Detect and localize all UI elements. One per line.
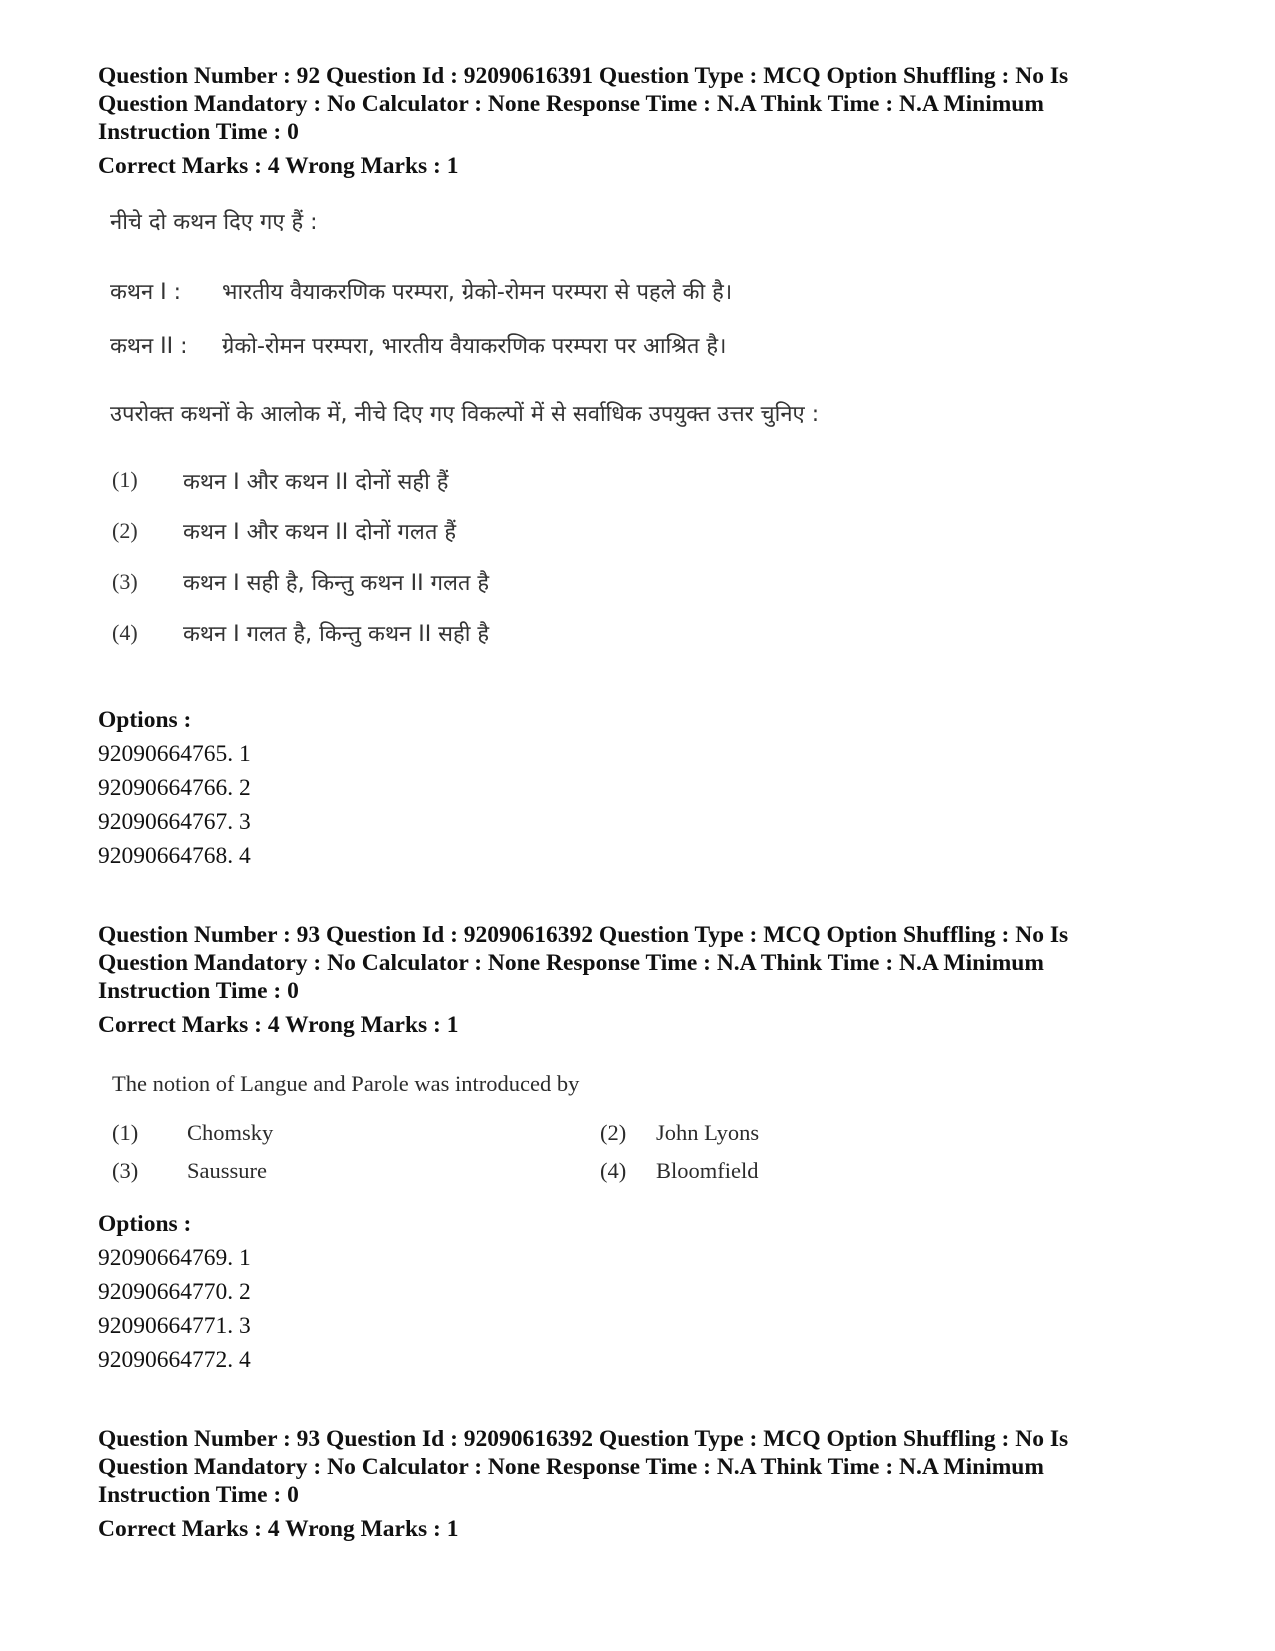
question-header-92 <box>98 62 1188 180</box>
options-block-92 <box>98 703 498 873</box>
choice-number: (2) <box>600 1120 627 1145</box>
choice-text: कथन I और कथन II दोनों सही हैं <box>183 470 449 495</box>
options-block-93 <box>98 1207 498 1377</box>
option-row: 92090664768. 4 <box>98 843 251 869</box>
question-intro: नीचे दो कथन दिए गए हैं : <box>110 210 318 235</box>
marks-line: Correct Marks : 4 Wrong Marks : 1 <box>98 153 459 179</box>
option-row: 92090664770. 2 <box>98 1279 251 1305</box>
header-line: Instruction Time : 0 <box>98 119 299 145</box>
header-line: Question Mandatory : No Calculator : None Response Time : N.A Think Time : N.A Minimum <box>98 91 1044 117</box>
option-row: 92090664772. 4 <box>98 1347 251 1373</box>
choice-text: कथन I सही है, किन्तु कथन II गलत है <box>183 571 490 596</box>
option-row: 92090664766. 2 <box>98 775 251 801</box>
header-line: Question Mandatory : No Calculator : None Response Time : N.A Think Time : N.A Minimum <box>98 1454 1044 1480</box>
question-header-93-repeat <box>98 1425 1188 1543</box>
choice-number: (4) <box>112 620 138 645</box>
choice-number: (3) <box>112 569 138 594</box>
choice-number: (1) <box>112 1120 139 1145</box>
choice-text: John Lyons <box>656 1120 760 1145</box>
options-title: Options : <box>98 707 192 733</box>
choice-number: (3) <box>112 1158 139 1183</box>
header-line: Instruction Time : 0 <box>98 1482 299 1508</box>
choice-number: (4) <box>600 1158 627 1183</box>
header-line: Question Number : 93 Question Id : 92090616392 Question Type : MCQ Option Shuffling : No Is <box>98 922 1069 948</box>
choice-number: (2) <box>112 518 138 543</box>
question-stem: The notion of Langue and Parole was introduced by <box>112 1071 580 1096</box>
header-line: Question Mandatory : No Calculator : None Response Time : N.A Think Time : N.A Minimum <box>98 950 1044 976</box>
header-line: Question Number : 92 Question Id : 92090616391 Question Type : MCQ Option Shuffling : No Is <box>98 63 1069 89</box>
marks-line: Correct Marks : 4 Wrong Marks : 1 <box>98 1516 459 1542</box>
statement-label: कथन II : <box>110 334 188 359</box>
question-prompt: उपरोक्त कथनों के आलोक में, नीचे दिए गए विकल्पों में से सर्वाधिक उपयुक्त उत्तर चुनिए : <box>110 402 820 427</box>
header-line: Instruction Time : 0 <box>98 978 299 1004</box>
option-row: 92090664769. 1 <box>98 1245 251 1271</box>
option-row: 92090664771. 3 <box>98 1313 251 1339</box>
choice-text: कथन I गलत है, किन्तु कथन II सही है <box>183 622 490 647</box>
option-row: 92090664767. 3 <box>98 809 251 835</box>
question-header-93 <box>98 921 1188 1039</box>
statement-label: कथन I : <box>110 280 182 305</box>
choice-text: Saussure <box>187 1158 267 1183</box>
choice-text: Bloomfield <box>656 1158 759 1183</box>
choice-number: (1) <box>112 467 138 492</box>
statement-text: ग्रेको-रोमन परम्परा, भारतीय वैयाकरणिक परम्परा पर आश्रित है। <box>222 334 727 359</box>
choice-text: Chomsky <box>187 1120 274 1145</box>
statement-text: भारतीय वैयाकरणिक परम्परा, ग्रेको-रोमन परम्परा से पहले की है। <box>222 280 733 305</box>
marks-line: Correct Marks : 4 Wrong Marks : 1 <box>98 1012 459 1038</box>
options-title: Options : <box>98 1211 192 1237</box>
header-line: Question Number : 93 Question Id : 92090616392 Question Type : MCQ Option Shuffling : No Is <box>98 1426 1069 1452</box>
option-row: 92090664765. 1 <box>98 741 251 767</box>
choice-text: कथन I और कथन II दोनों गलत हैं <box>183 520 457 545</box>
